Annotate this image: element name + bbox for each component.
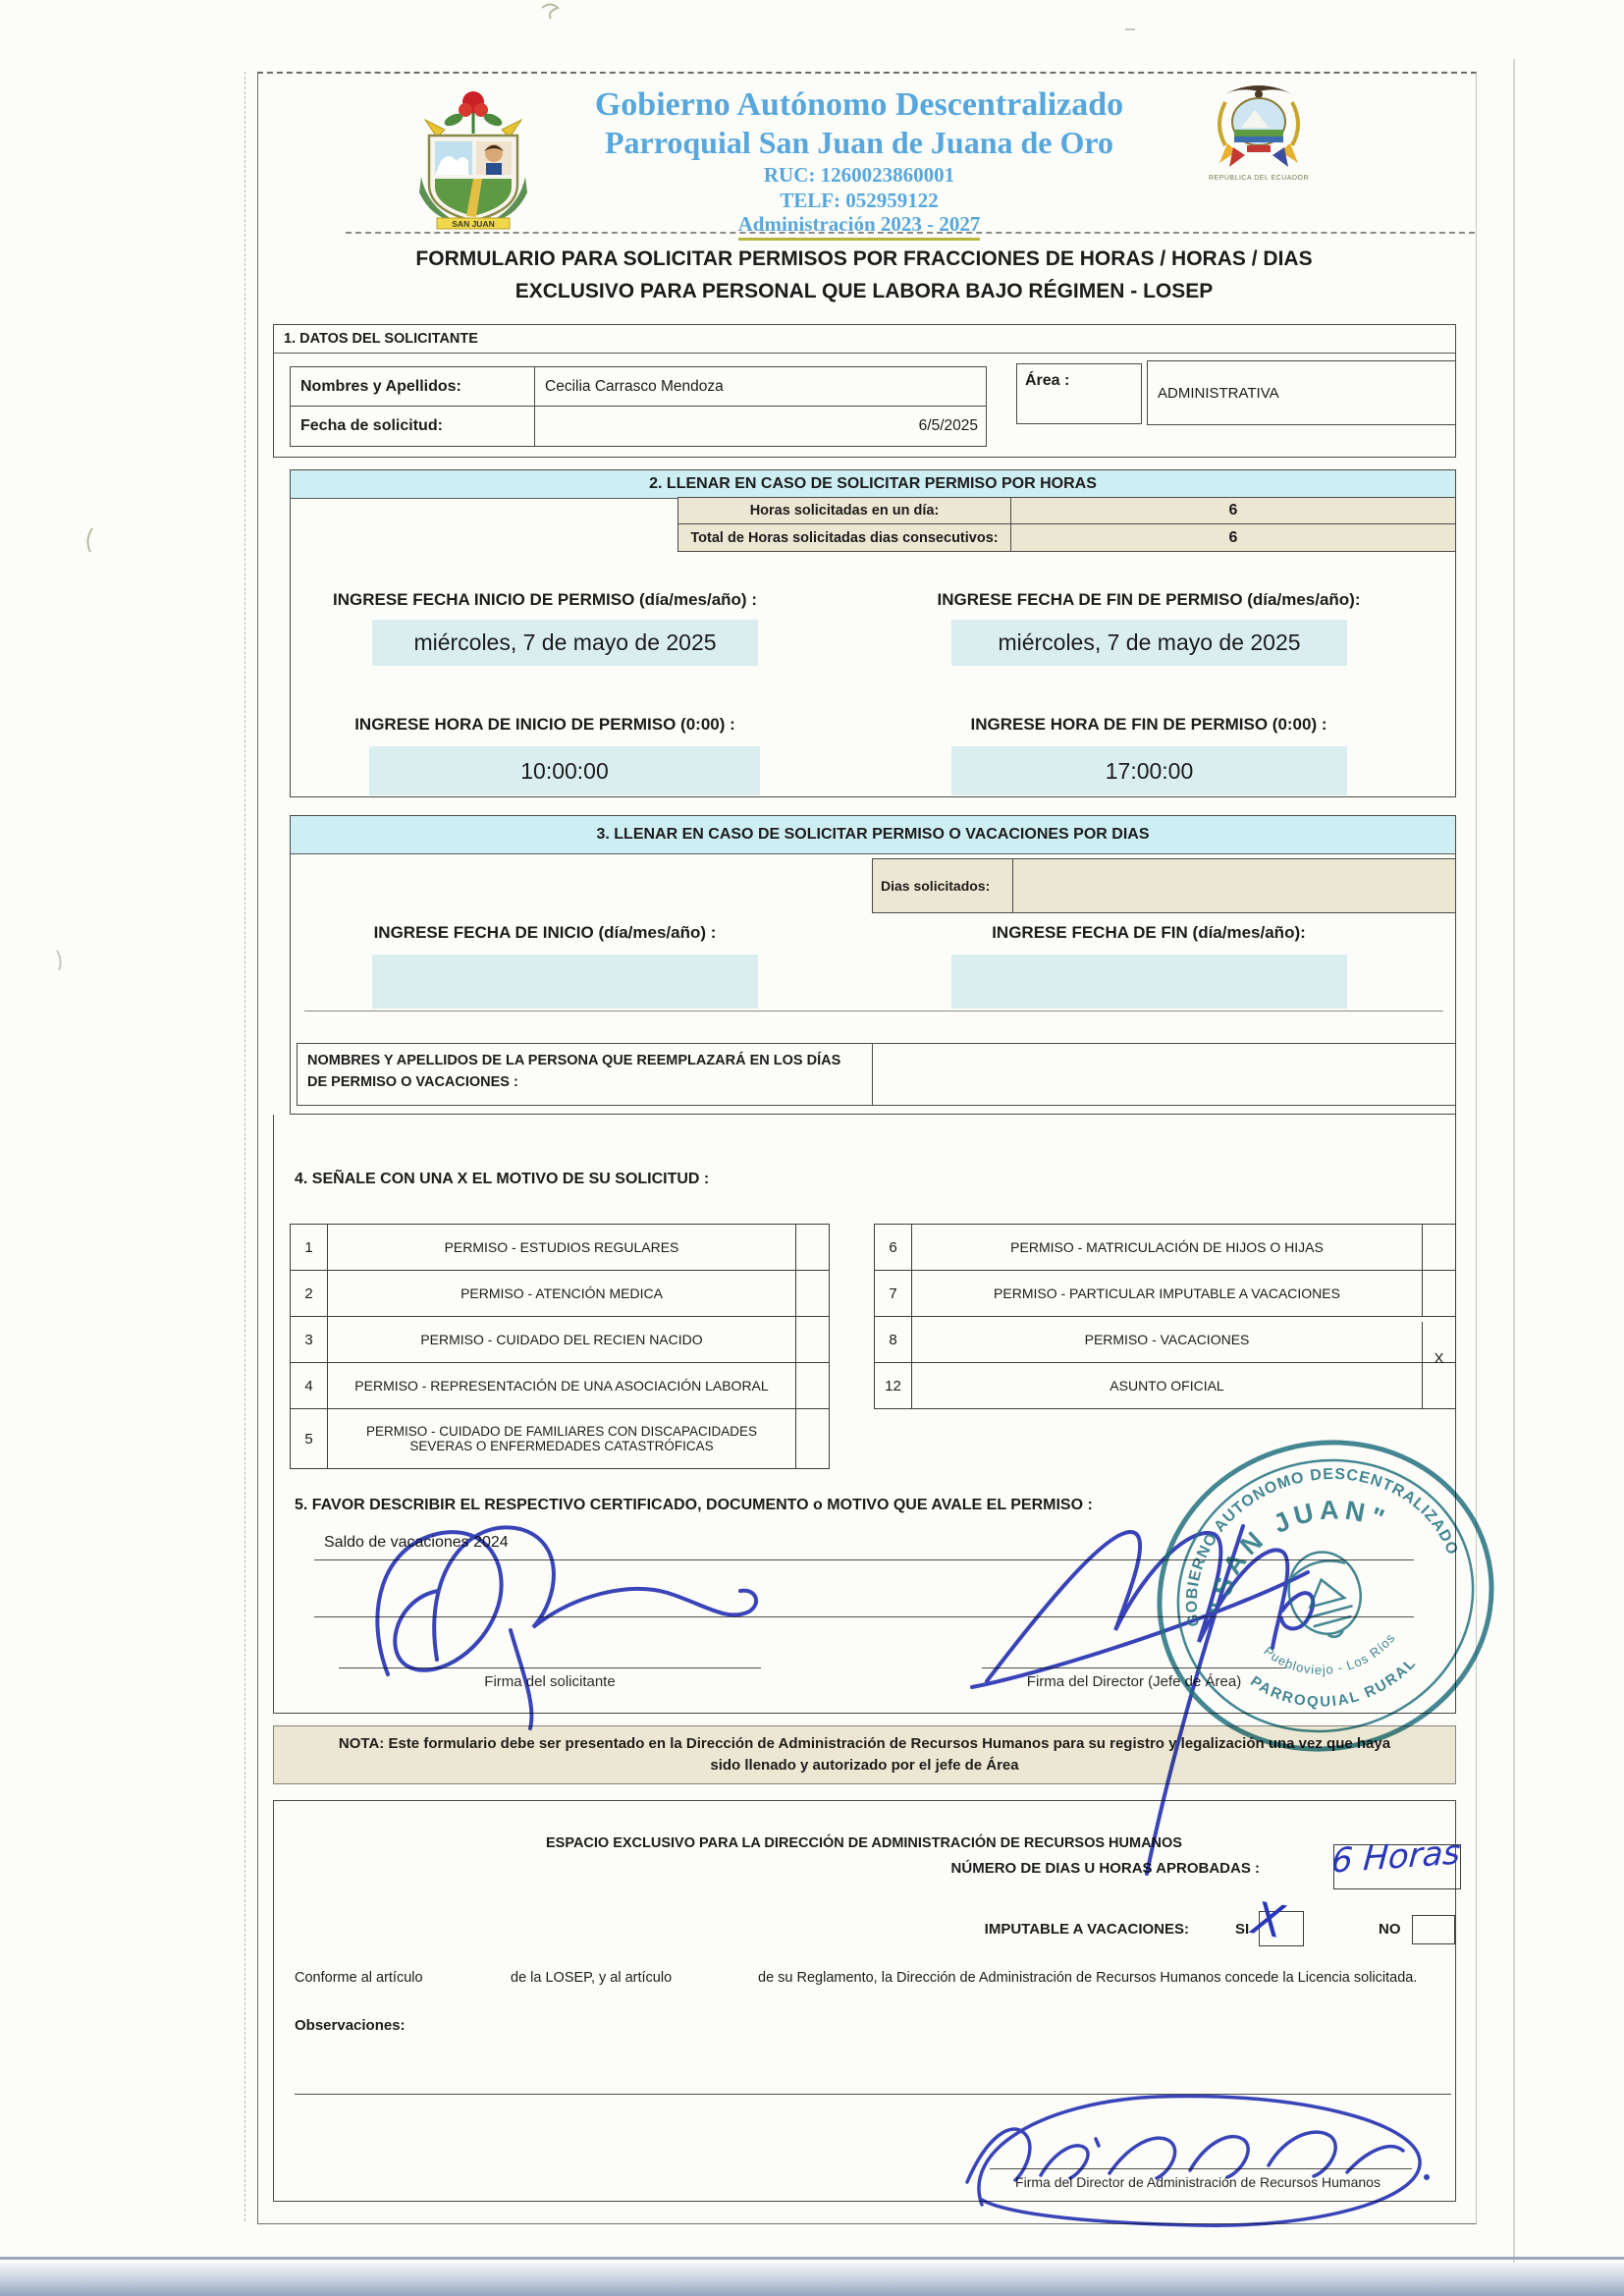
fecha-fin-permiso-value: miércoles, 7 de mayo de 2025 (951, 620, 1347, 666)
firma-director-line (982, 1667, 1286, 1668)
motivo-line1 (314, 1559, 1414, 1560)
scan-margin-line (244, 72, 245, 2221)
section3-heading: 3. LLENAR EN CASO DE SOLICITAR PERMISO O VACACIONES POR DIAS (291, 816, 1455, 854)
total-horas-value: 6 (1011, 524, 1456, 552)
motive-num: 2 (291, 1271, 328, 1316)
motive-row (875, 1270, 1455, 1316)
area-label: Área : (1016, 363, 1142, 424)
aprobadas-label: NÚMERO DE DIAS U HORAS APROBADAS : (950, 1860, 1260, 1877)
motive-num: 7 (875, 1271, 912, 1316)
motive-label: PERMISO - CUIDADO DEL RECIEN NACIDO (420, 1332, 703, 1347)
motive-row (291, 1225, 829, 1270)
firma-solicitante-caption: Firma del solicitante (484, 1673, 616, 1690)
dias-solicitados-label: Dias solicitados: (872, 858, 1013, 913)
motive-row (291, 1362, 829, 1408)
stamp-ring-top-text: GOBIERNO AUTONOMO DESCENTRALIZADO (1183, 1465, 1461, 1628)
nombres-value: Cecilia Carrasco Mendoza (535, 366, 987, 407)
org-telf: TELF: 052959122 (780, 189, 939, 212)
motive-checkbox (795, 1225, 829, 1270)
nota-bar (273, 1725, 1456, 1784)
fecha-inicio-permiso-label: INGRESE FECHA INICIO DE PERMISO (día/mes/año) : (333, 590, 757, 609)
observaciones-line (295, 2094, 1451, 2095)
reemplazo-label: NOMBRES Y APELLIDOS DE LA PERSONA QUE REEMPLAZARÁ EN LOS DÍAS DE PERMISO O VACACIONES : (298, 1044, 873, 1105)
motive-num: 1 (291, 1225, 328, 1270)
firma-director-caption: Firma del Director (Jefe de Área) (1026, 1673, 1242, 1690)
motive-checkbox (795, 1363, 829, 1408)
motive-label: ASUNTO OFICIAL (1110, 1378, 1224, 1394)
no-label: NO (1379, 1921, 1401, 1938)
observaciones-label: Observaciones: (295, 2017, 406, 2034)
fecha-inicio-permiso-value: miércoles, 7 de mayo de 2025 (372, 620, 758, 666)
motive-table-left (290, 1224, 830, 1469)
hora-fin-label: INGRESE HORA DE FIN DE PERMISO (0:00) : (970, 715, 1327, 734)
motive-row (291, 1316, 829, 1362)
motive-num: 6 (875, 1225, 912, 1270)
scanner-edge-line (0, 2257, 1624, 2260)
motive-checkbox (1422, 1225, 1455, 1270)
motive-num: 8 (875, 1317, 912, 1362)
motive-row (875, 1225, 1455, 1270)
form-title-line2: EXCLUSIVO PARA PERSONAL QUE LABORA BAJO RÉGIMEN - LOSEP (514, 280, 1214, 302)
conforme-text-1: Conforme al artículo (295, 1970, 423, 1986)
firma-rrhh-line (990, 2168, 1412, 2169)
total-horas-label: Total de Horas solicitadas dias consecutivos: (677, 524, 1011, 552)
section5-heading: 5. FAVOR DESCRIBIR EL RESPECTIVO CERTIFICADO, DOCUMENTO o MOTIVO QUE AVALE EL PERMISO : (295, 1497, 1093, 1513)
motive-label: PERMISO - CUIDADO DE FAMILIARES CON DISCAPACIDADES SEVERAS O ENFERMEDADES CATASTRÓFICAS (365, 1424, 758, 1453)
motive-label: PERMISO - ATENCIÓN MEDICA (460, 1285, 663, 1301)
area-value: ADMINISTRATIVA (1147, 360, 1456, 425)
motive-label: PERMISO - PARTICULAR IMPUTABLE A VACACIONES (994, 1285, 1340, 1301)
stamp-name-text: "SAN JUAN" (1204, 1495, 1393, 1616)
dias-solicitados-value (1013, 858, 1456, 913)
san-juan-banner-text: SAN JUAN (452, 219, 495, 229)
hora-inicio-label: INGRESE HORA DE INICIO DE PERMISO (0:00) : (354, 715, 735, 734)
paper-edge (1513, 59, 1515, 2269)
firma-solicitante-line (339, 1667, 761, 1668)
motive-row (291, 1408, 829, 1468)
motive-checkbox (795, 1317, 829, 1362)
reemplazo-value (873, 1044, 1455, 1105)
fecha-inicio-dias-value (372, 955, 758, 1009)
si-handwritten-x: X (1248, 1890, 1288, 1949)
section2-heading: 2. LLENAR EN CASO DE SOLICITAR PERMISO POR HORAS (291, 470, 1455, 499)
imputable-label: IMPUTABLE A VACACIONES: (984, 1921, 1189, 1938)
motive-label: PERMISO - MATRICULACIÓN DE HIJOS O HIJAS (1010, 1239, 1324, 1255)
org-name-line1: Gobierno Autónomo Descentralizado (594, 86, 1124, 123)
hora-fin-value: 17:00:00 (951, 746, 1347, 795)
motive-label: PERMISO - REPRESENTACIÓN DE UNA ASOCIACIÓN LABORAL (354, 1378, 769, 1394)
hours-table (677, 497, 1456, 552)
motive-num: 4 (291, 1363, 328, 1408)
section1-heading: 1. DATOS DEL SOLICITANTE (274, 325, 1455, 354)
hr-heading: ESPACIO EXCLUSIVO PARA LA DIRECCIÓN DE ADMINISTRACIÓN DE RECURSOS HUMANOS (546, 1835, 1182, 1851)
stamp-ring-bottom-text: PARROQUIAL RURAL (1247, 1654, 1421, 1711)
scanner-edge-strip (0, 2263, 1624, 2296)
conforme-text-3: de su Reglamento, la Dirección de Administración de Recursos Humanos concede la Licencia solicitada. (758, 1970, 1418, 1986)
aprobadas-handwritten-value: 6 Horas (1329, 1832, 1462, 1882)
no-checkbox (1412, 1915, 1455, 1944)
fecha-fin-dias-value (951, 955, 1347, 1009)
org-admin-period: Administración 2023 - 2027 (648, 212, 1070, 237)
motive-num: 5 (291, 1409, 328, 1468)
fecha-inicio-dias-label: INGRESE FECHA DE INICIO (día/mes/año) : (373, 923, 717, 942)
stamp-place-text: Puebloviejo - Los Ríos (1261, 1630, 1398, 1677)
org-name-line2: Parroquial San Juan de Juana de Oro (604, 125, 1114, 160)
motive-num: 12 (875, 1363, 912, 1408)
motive-label: PERMISO - ESTUDIOS REGULARES (444, 1239, 679, 1255)
nombres-label: Nombres y Apellidos: (290, 366, 535, 407)
motive-row (875, 1362, 1455, 1408)
motive-row (875, 1316, 1455, 1367)
motivo-text: Saldo de vacaciones 2024 (324, 1534, 509, 1551)
si-label: SI (1235, 1921, 1250, 1938)
motive-checkbox (1422, 1363, 1455, 1408)
motive-row (291, 1270, 829, 1316)
motive-checkbox (795, 1271, 829, 1316)
fecha-fin-permiso-label: INGRESE FECHA DE FIN DE PERMISO (día/mes/año): (937, 590, 1361, 609)
motive-checkbox (795, 1409, 829, 1468)
fecha-fin-dias-label: INGRESE FECHA DE FIN (día/mes/año): (992, 923, 1306, 942)
fecha-solicitud-label: Fecha de solicitud: (290, 407, 535, 447)
form-title-line1: FORMULARIO PARA SOLICITAR PERMISOS POR FRACCIONES DE HORAS / HORAS / DIAS (415, 247, 1313, 270)
fecha-solicitud-value: 6/5/2025 (535, 407, 987, 447)
motivo-line2 (314, 1616, 1414, 1617)
replacement-row (297, 1043, 1456, 1106)
ecuador-caption: REPÚBLICA DEL ECUADOR (1208, 175, 1310, 182)
ecuador-coat-of-arms (1204, 81, 1314, 175)
motive-checkbox (1422, 1271, 1455, 1316)
org-ruc: RUC: 1260023860001 (763, 163, 955, 187)
motive-num: 3 (291, 1317, 328, 1362)
section4-heading: 4. SEÑALE CON UNA X EL MOTIVO DE SU SOLICITUD : (295, 1171, 710, 1187)
motive-label: PERMISO - VACACIONES (1084, 1332, 1250, 1347)
conforme-text-2: de la LOSEP, y al artículo (511, 1970, 673, 1986)
horas-dia-label: Horas solicitadas en un día: (677, 497, 1011, 524)
motive-table-right (874, 1224, 1456, 1409)
motive-checkbox-marked: X (1422, 1322, 1455, 1367)
applicant-table (290, 366, 987, 447)
firma-rrhh-caption: Firma del Director de Administración de Recursos Humanos (1015, 2174, 1380, 2190)
hora-inicio-value: 10:00:00 (369, 746, 760, 795)
nota-text: NOTA: Este formulario debe ser presentado en la Dirección de Administración de Recursos Humanos para su registro y legalización una vez que haya sido llenado y autorizado por el jefe de Área (338, 1734, 1391, 1774)
header-divider (346, 232, 1475, 234)
horas-dia-value: 6 (1011, 497, 1456, 524)
